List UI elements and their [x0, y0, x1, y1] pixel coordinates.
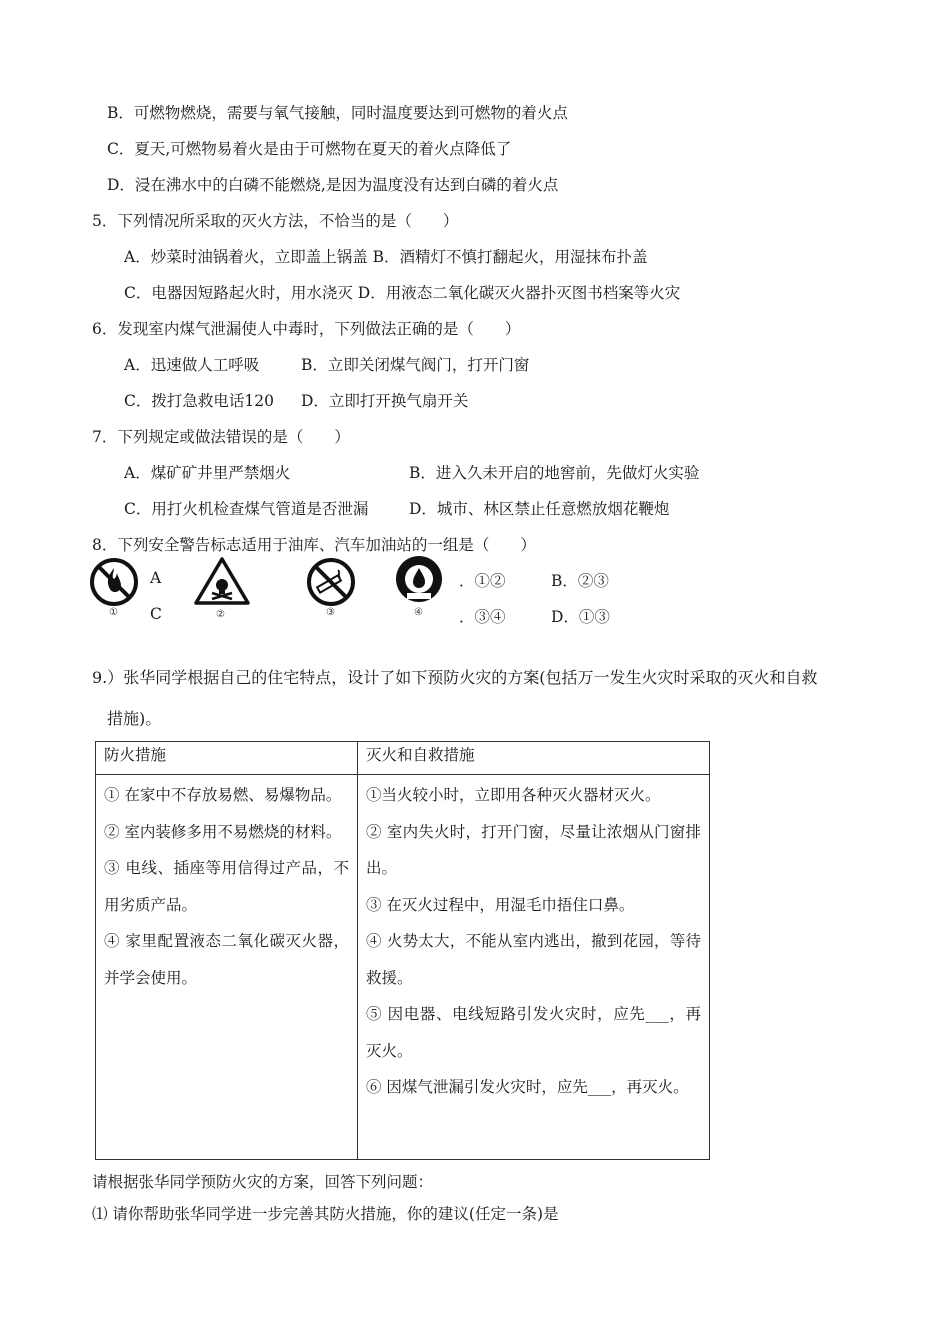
- question-9-line-1: 9.）张华同学根据自己的住宅特点，设计了如下预防火灾的方案(包括万一发生火灾时采取的灭火和自救: [92, 668, 818, 687]
- rescue-item: ④ 火势太大，不能从室内逃出，撤到花园，等待救援。: [366, 932, 701, 987]
- q6-option-c: C．拨打急救电话120: [124, 392, 274, 410]
- q8-option-a-letter: A: [150, 569, 162, 587]
- water-drop-sign-icon: [393, 553, 445, 605]
- prevention-item: ② 室内装修多用不易燃烧的材料。: [104, 822, 342, 841]
- question-6: 6．发现室内煤气泄漏使人中毒时，下列做法正确的是（ ）: [92, 320, 521, 338]
- prevention-measures-cell: [96, 775, 358, 1160]
- q6-option-b: B．立即关闭煤气阀门，打开门窗: [301, 356, 530, 374]
- question-8: 8．下列安全警告标志适用于油库、汽车加油站的一组是（ ）: [92, 536, 536, 554]
- rescue-item: ⑤ 因电器、电线短路引发火灾时，应先___，再灭火。: [366, 1005, 701, 1060]
- q8-option-c-letter: C: [150, 605, 162, 623]
- sign-number-2: ②: [216, 609, 225, 620]
- q5-options-ab: A．炒菜时油锅着火，立即盖上锅盖 B．酒精灯不慎打翻起火，用湿抹布扑盖: [124, 248, 648, 266]
- sign-number-3: ③: [326, 607, 335, 618]
- q4-option-b: B．可燃物燃烧，需要与氧气接触，同时温度要达到可燃物的着火点: [107, 104, 568, 122]
- q5-options-cd: C．电器因短路起火时，用水浇灭 D．用液态二氧化碳灭火器扑灭图书档案等火灾: [124, 284, 681, 302]
- sign-number-1: ①: [109, 607, 118, 618]
- q4-option-d: D．浸在沸水中的白磷不能燃烧,是因为温度没有达到白磷的着火点: [107, 176, 559, 194]
- q6-option-a: A．迅速做人工呼吸: [124, 356, 260, 374]
- rescue-measures-cell: [358, 775, 710, 1160]
- rescue-item: ③ 在灭火过程中，用湿毛巾捂住口鼻。: [366, 895, 635, 914]
- question-5: 5．下列情况所采取的灭火方法，不恰当的是（ ）: [92, 212, 459, 230]
- prevention-item: ③ 电线、插座等用信得过产品，不用劣质产品。: [104, 859, 349, 914]
- q7-option-d: D．城市、林区禁止任意燃放烟花鞭炮: [409, 500, 670, 518]
- prevention-item: ④ 家里配置液态二氧化碳灭火器，并学会使用。: [104, 932, 349, 987]
- q7-option-a: A．煤矿矿井里严禁烟火: [124, 464, 291, 482]
- question-7: 7．下列规定或做法错误的是（ ）: [92, 428, 350, 446]
- rescue-item: ①当火较小时，立即用各种灭火器材灭火。: [366, 786, 661, 804]
- q8-option-b: B．②③: [551, 572, 609, 590]
- q4-option-c: C．夏天,可燃物易着火是由于可燃物在夏天的着火点降低了: [107, 140, 512, 158]
- q7-option-c: C．用打火机检查煤气管道是否泄漏: [124, 500, 369, 518]
- prevention-item: ① 在家中不存放易燃、易爆物品。: [104, 786, 342, 804]
- fire-prevention-plan-table: [95, 741, 710, 1160]
- q8-option-a-tail: ．①②: [459, 572, 506, 590]
- q8-option-c-tail: ．③④: [459, 608, 506, 626]
- question-9-prompt: 请根据张华同学预防火灾的方案，回答下列问题：: [92, 1173, 434, 1191]
- q6-option-d: D．立即打开换气扇开关: [301, 392, 469, 410]
- no-open-flame-sign-icon: [88, 556, 140, 608]
- sign-number-4: ④: [414, 607, 423, 618]
- rescue-item: ② 室内失火时，打开门窗，尽量让浓烟从门窗排出。: [366, 822, 701, 877]
- rescue-item: ⑥ 因煤气泄漏引发火灾时，应先___，再灭火。: [366, 1078, 689, 1096]
- q7-option-b: B．进入久未开启的地窖前，先做灯火实验: [409, 464, 700, 482]
- q8-option-d: D．①③: [551, 608, 610, 626]
- table-header-rescue: 灭火和自救措施: [358, 742, 710, 775]
- table-header-prevention: 防火措施: [96, 742, 358, 775]
- question-9-subquestion-1: ⑴ 请你帮助张华同学进一步完善其防火措施，你的建议(任定一条)是: [92, 1205, 559, 1223]
- question-9-line-2: 措施)。: [107, 709, 162, 728]
- no-smoking-sign-icon: [305, 556, 357, 608]
- toxic-warning-sign-icon: [193, 555, 251, 607]
